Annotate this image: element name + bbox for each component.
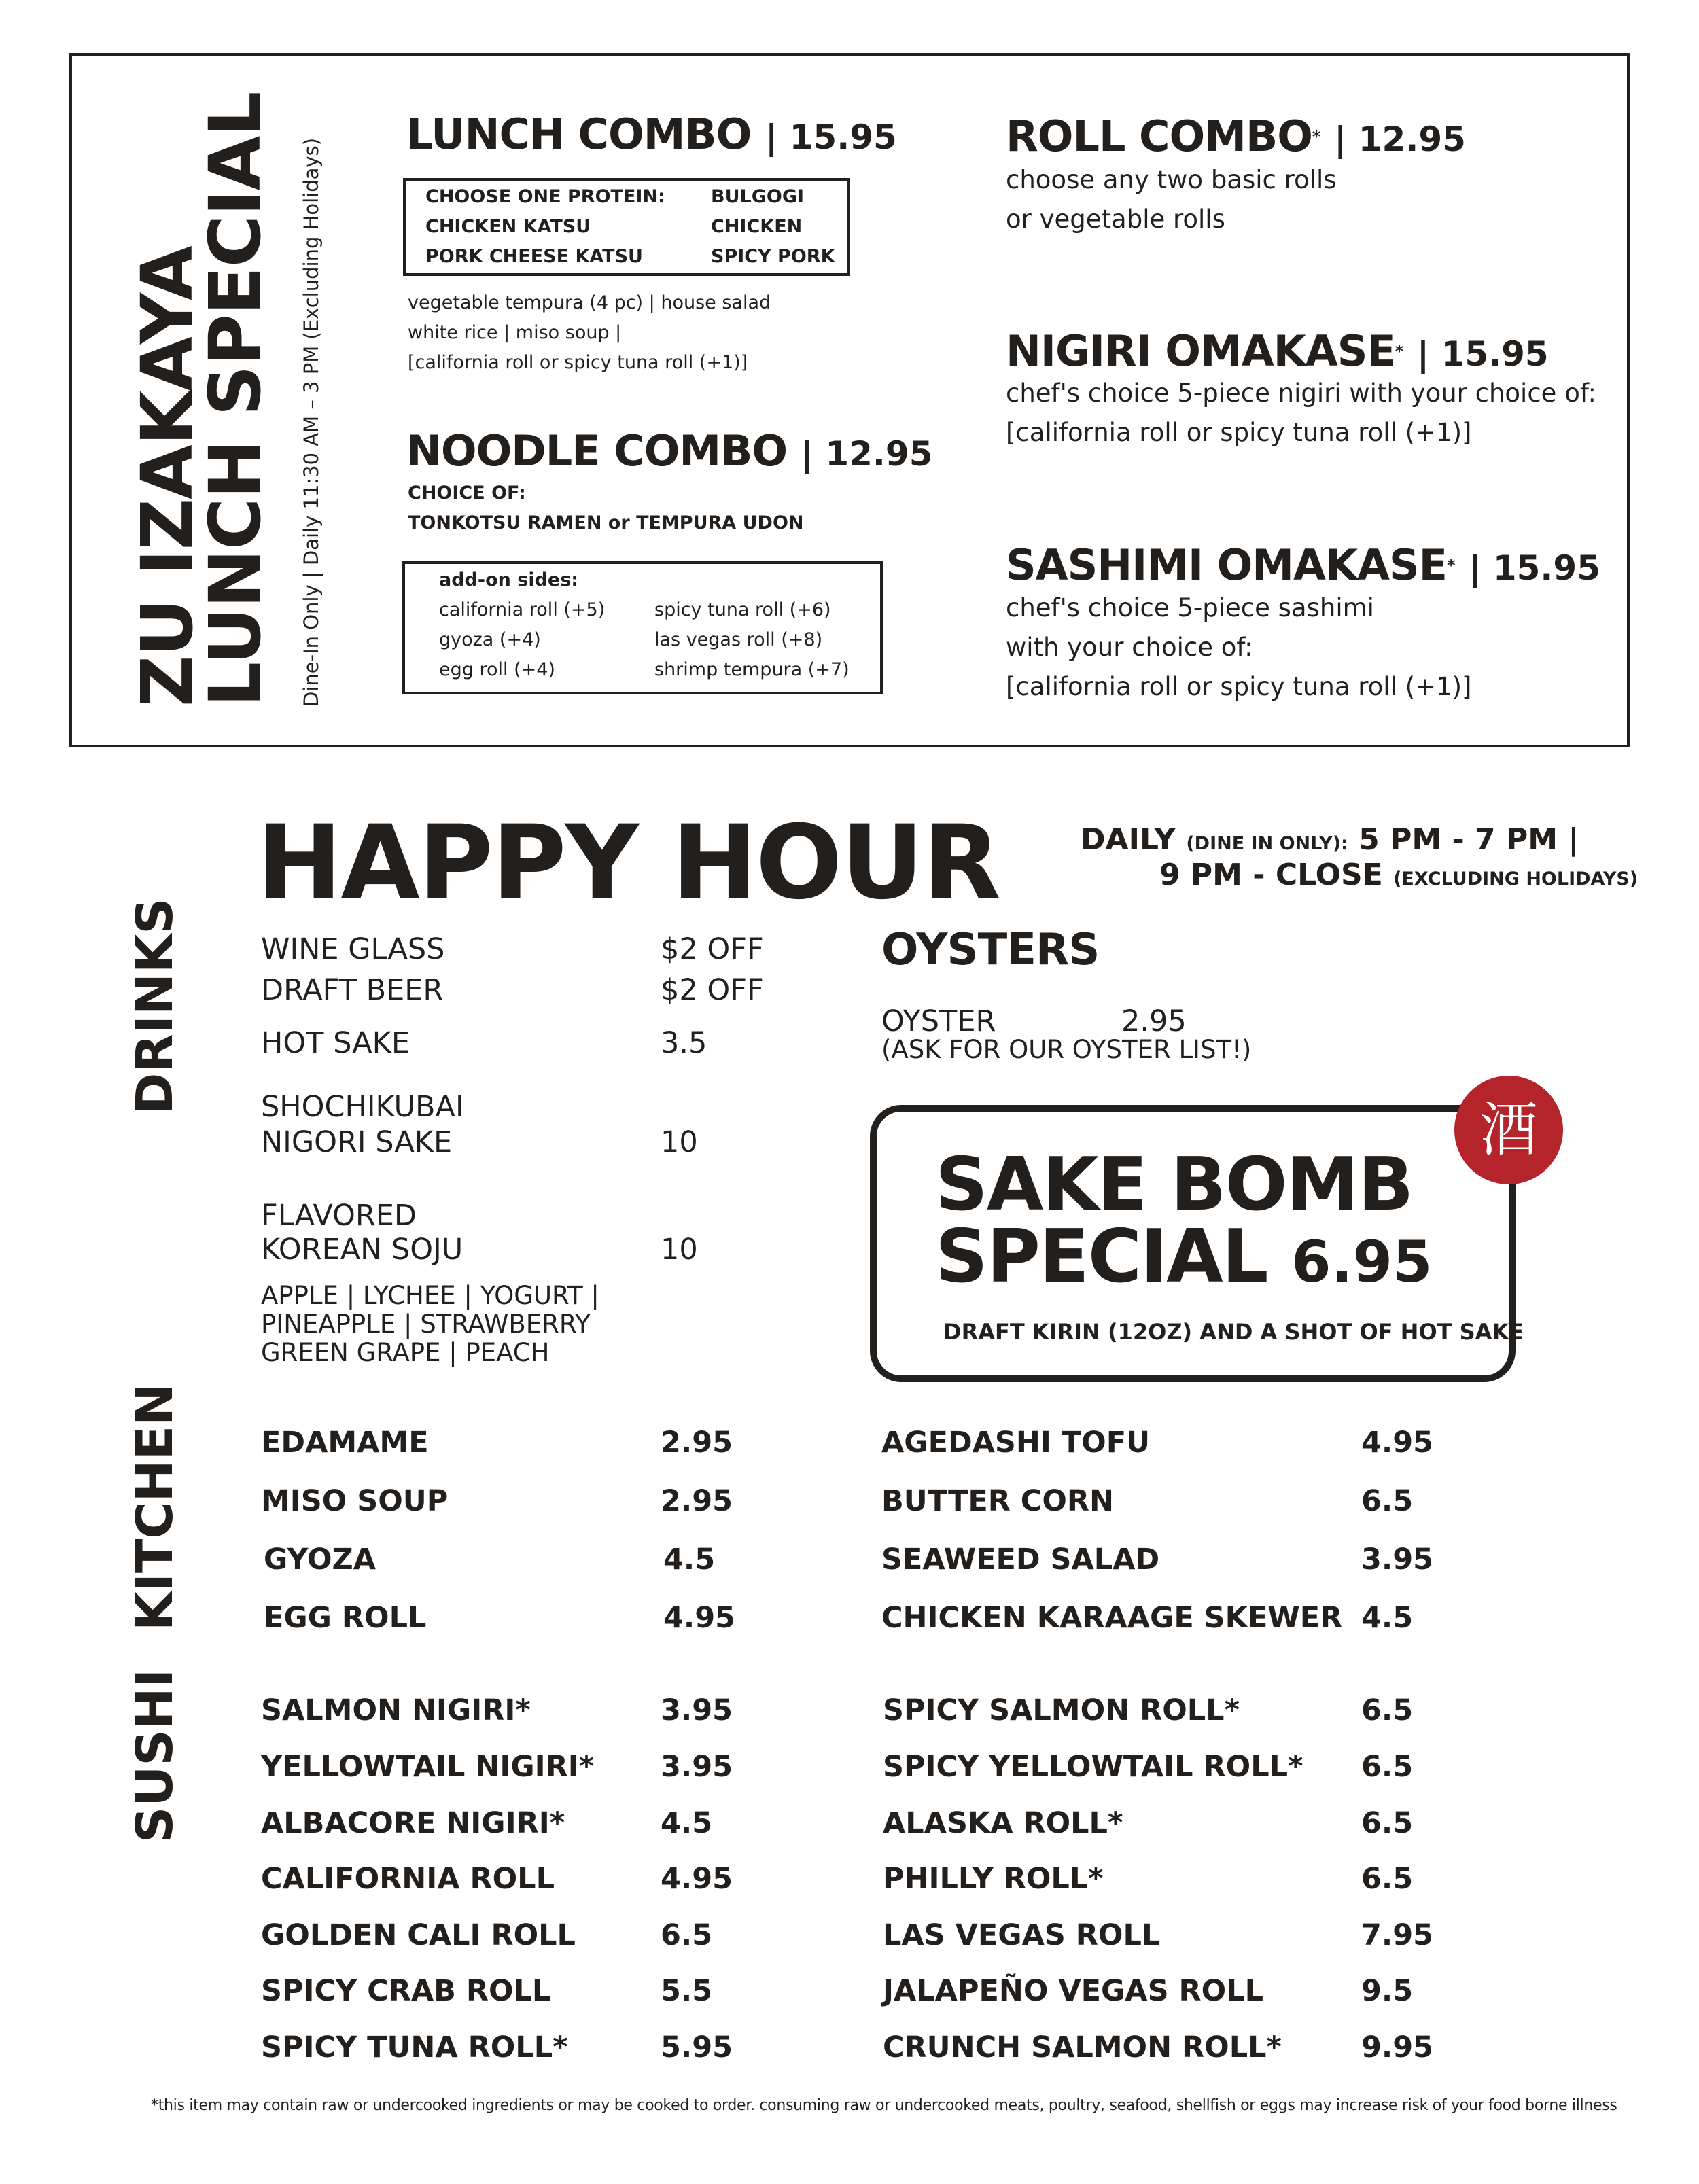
addon-item: shrimp tempura (+7) — [654, 659, 850, 680]
hours-dine-in-note: (DINE IN ONLY): — [1186, 833, 1348, 854]
sushi-item-name: LAS VEGAS ROLL — [883, 1918, 1161, 1952]
sushi-item-price: 6.5 — [1361, 1750, 1414, 1784]
sashimi-omakase-heading — [1006, 542, 1600, 592]
sushi-item-name: JALAPEÑO VEGAS ROLL — [883, 1974, 1263, 2008]
lunch-combo-detail: vegetable tempura (4 pc) | house salad — [408, 292, 771, 313]
sake-bomb-description: DRAFT KIRIN (12OZ) AND A SHOT OF HOT SAKE — [943, 1319, 1524, 1345]
sushi-item-price: 6.5 — [661, 1918, 713, 1952]
sushi-item-price: 6.5 — [1361, 1693, 1414, 1727]
hours-holiday-note: (EXCLUDING HOLIDAYS) — [1393, 868, 1639, 890]
addon-label: add-on sides: — [439, 569, 579, 591]
nigiri-omakase-name: NIGIRI OMAKASE — [1006, 326, 1395, 376]
soju-flavors: APPLE | LYCHEE | YOGURT | — [261, 1281, 599, 1310]
lunch-combo-detail: white rice | miso soup | — [408, 322, 622, 343]
nigiri-omakase-price: | 15.95 — [1416, 334, 1549, 374]
sushi-item-name: CRUNCH SALMON ROLL* — [883, 2030, 1282, 2064]
addon-item: california roll (+5) — [439, 599, 606, 620]
noodle-combo-name: NOODLE COMBO — [406, 426, 788, 476]
addon-item: spicy tuna roll (+6) — [654, 599, 831, 620]
drink-price: 10 — [661, 1233, 698, 1267]
sushi-item-price: 4.5 — [661, 1806, 713, 1840]
kitchen-item-name: EDAMAME — [261, 1426, 429, 1460]
lunch-subtitle: Dine-In Only | Daily 11:30 AM – 3 PM (Excluding Holidays) — [300, 137, 323, 707]
protein-item: CHICKEN — [711, 216, 803, 237]
addon-item: las vegas roll (+8) — [654, 629, 823, 650]
noodle-combo-heading — [406, 427, 933, 478]
drink-name: HOT SAKE — [261, 1026, 410, 1060]
kitchen-item-price: 2.95 — [661, 1426, 733, 1460]
kitchen-item-name: CHICKEN KARAAGE SKEWER — [881, 1601, 1343, 1635]
roll-combo-line: choose any two basic rolls — [1006, 165, 1337, 194]
kitchen-item-price: 4.5 — [663, 1543, 716, 1577]
lunch-combo-name: LUNCH COMBO — [406, 109, 752, 159]
roll-combo-heading — [1006, 113, 1466, 163]
drink-name: NIGORI SAKE — [261, 1125, 453, 1159]
oyster-price: 2.95 — [1121, 1004, 1187, 1038]
kitchen-item-price: 3.95 — [1361, 1543, 1434, 1577]
protein-choose-label: CHOOSE ONE PROTEIN: — [425, 186, 665, 207]
kitchen-item-name: BUTTER CORN — [881, 1484, 1115, 1518]
sushi-item-price: 9.95 — [1361, 2030, 1434, 2064]
kitchen-item-name: GYOZA — [264, 1543, 376, 1577]
sake-seal-icon — [1452, 1074, 1565, 1186]
drink-price: $2 OFF — [661, 973, 764, 1007]
kitchen-section-label: KITCHEN — [126, 1383, 184, 1631]
kitchen-item-name: SEAWEED SALAD — [881, 1543, 1160, 1577]
protein-item: BULGOGI — [711, 186, 805, 207]
raw-food-footnote: *this item may contain raw or undercooked ingredients or may be cooked to order. consuming raw or undercooked meats, poultry, seafood, shellfish or eggs may increase risk of your food borne illness — [151, 2097, 1617, 2114]
sushi-item-name: SPICY YELLOWTAIL ROLL* — [883, 1750, 1303, 1784]
drink-price: 3.5 — [661, 1026, 707, 1060]
sushi-item-price: 3.95 — [661, 1693, 733, 1727]
nigiri-omakase-line: chef's choice 5-piece nigiri with your choice of: — [1006, 378, 1597, 408]
drink-name: KOREAN SOJU — [261, 1233, 463, 1267]
nigiri-omakase-heading — [1006, 328, 1549, 378]
sushi-item-name: SPICY SALMON ROLL* — [883, 1693, 1240, 1727]
protein-item: CHICKEN KATSU — [425, 216, 591, 237]
sushi-item-name: SPICY TUNA ROLL* — [261, 2030, 568, 2064]
roll-combo-line: or vegetable rolls — [1006, 205, 1225, 234]
sushi-item-price: 5.95 — [661, 2030, 733, 2064]
seal-char: 酒 — [1479, 1096, 1538, 1164]
sushi-item-name: ALASKA ROLL* — [883, 1806, 1123, 1840]
drink-price: 10 — [661, 1125, 698, 1159]
sushi-item-name: GOLDEN CALI ROLL — [261, 1918, 576, 1952]
lunch-combo-detail: [california roll or spicy tuna roll (+1)] — [408, 352, 748, 373]
sushi-item-name: CALIFORNIA ROLL — [261, 1862, 555, 1896]
raw-star: * — [1312, 127, 1320, 146]
kitchen-item-price: 4.5 — [1361, 1601, 1414, 1635]
sake-bomb-special-word: SPECIAL — [935, 1214, 1267, 1299]
oyster-note: (ASK FOR OUR OYSTER LIST!) — [881, 1035, 1252, 1064]
sake-bomb-title-line2 — [935, 1214, 1433, 1300]
sushi-item-price: 6.5 — [1361, 1806, 1414, 1840]
sushi-section-label: SUSHI — [126, 1668, 184, 1843]
lunch-combo-price: | 15.95 — [765, 118, 897, 157]
lunch-title-line1: ZU IZAKAYA — [126, 246, 209, 707]
soju-flavors: GREEN GRAPE | PEACH — [261, 1338, 550, 1367]
kitchen-item-price: 2.95 — [661, 1484, 733, 1518]
lunch-combo-heading — [406, 111, 897, 161]
kitchen-item-name: AGEDASHI TOFU — [881, 1426, 1151, 1460]
kitchen-item-price: 4.95 — [663, 1601, 736, 1635]
sashimi-omakase-line: chef's choice 5-piece sashimi — [1006, 593, 1374, 622]
addon-item: gyoza (+4) — [439, 629, 541, 650]
kitchen-item-price: 4.95 — [1361, 1426, 1434, 1460]
sashimi-omakase-price: | 15.95 — [1469, 548, 1601, 588]
sushi-item-price: 6.5 — [1361, 1862, 1414, 1896]
addon-item: egg roll (+4) — [439, 659, 555, 680]
sake-bomb-price: 6.95 — [1291, 1229, 1433, 1295]
hours-daily: DAILY — [1081, 822, 1187, 857]
raw-star: * — [1395, 342, 1403, 361]
hours-late: 9 PM - CLOSE — [1159, 858, 1394, 892]
drinks-section-label: DRINKS — [126, 898, 184, 1114]
drink-price: $2 OFF — [661, 932, 764, 966]
sushi-item-name: SALMON NIGIRI* — [261, 1693, 531, 1727]
happy-hour-title: HAPPY HOUR — [257, 804, 1000, 922]
kitchen-item-price: 6.5 — [1361, 1484, 1414, 1518]
drink-name: FLAVORED — [261, 1199, 417, 1233]
sushi-item-price: 3.95 — [661, 1750, 733, 1784]
lunch-title-line2: LUNCH SPECIAL — [194, 92, 277, 707]
soju-flavors: PINEAPPLE | STRAWBERRY — [261, 1309, 591, 1339]
raw-star: * — [1447, 556, 1455, 575]
sashimi-omakase-name: SASHIMI OMAKASE — [1006, 540, 1448, 590]
drink-name: WINE GLASS — [261, 932, 445, 966]
noodle-combo-price: | 12.95 — [801, 434, 933, 474]
sushi-item-name: SPICY CRAB ROLL — [261, 1974, 551, 2008]
nigiri-omakase-line: [california roll or spicy tuna roll (+1)] — [1006, 418, 1472, 447]
oyster-name: OYSTER — [881, 1004, 996, 1038]
roll-combo-name: ROLL COMBO — [1006, 111, 1312, 161]
noodle-choice-label: CHOICE OF: — [408, 482, 526, 504]
sushi-item-price: 4.95 — [661, 1862, 733, 1896]
oysters-title: OYSTERS — [881, 925, 1100, 975]
roll-combo-price: | 12.95 — [1334, 120, 1466, 159]
drink-name: DRAFT BEER — [261, 973, 444, 1007]
sushi-item-name: ALBACORE NIGIRI* — [261, 1806, 565, 1840]
drink-name: SHOCHIKUBAI — [261, 1090, 464, 1124]
sushi-item-name: PHILLY ROLL* — [883, 1862, 1104, 1896]
protein-item: PORK CHEESE KATSU — [425, 246, 643, 267]
sushi-item-price: 9.5 — [1361, 1974, 1414, 2008]
happy-hour-hours-line1 — [1081, 822, 1579, 862]
kitchen-item-name: EGG ROLL — [264, 1601, 427, 1635]
sake-bomb-title-line1: SAKE BOMB — [935, 1142, 1413, 1227]
sashimi-omakase-line: with your choice of: — [1006, 633, 1253, 662]
protein-item: SPICY PORK — [711, 246, 835, 267]
sashimi-omakase-line: [california roll or spicy tuna roll (+1)] — [1006, 672, 1472, 701]
sushi-item-price: 7.95 — [1361, 1918, 1434, 1952]
hours-early: 5 PM - 7 PM | — [1348, 822, 1579, 857]
sushi-item-name: YELLOWTAIL NIGIRI* — [261, 1750, 595, 1784]
sushi-item-price: 5.5 — [661, 1974, 713, 2008]
kitchen-item-name: MISO SOUP — [261, 1484, 449, 1518]
noodle-choice-text: TONKOTSU RAMEN or TEMPURA UDON — [408, 512, 804, 533]
happy-hour-hours-line2 — [1159, 858, 1638, 897]
